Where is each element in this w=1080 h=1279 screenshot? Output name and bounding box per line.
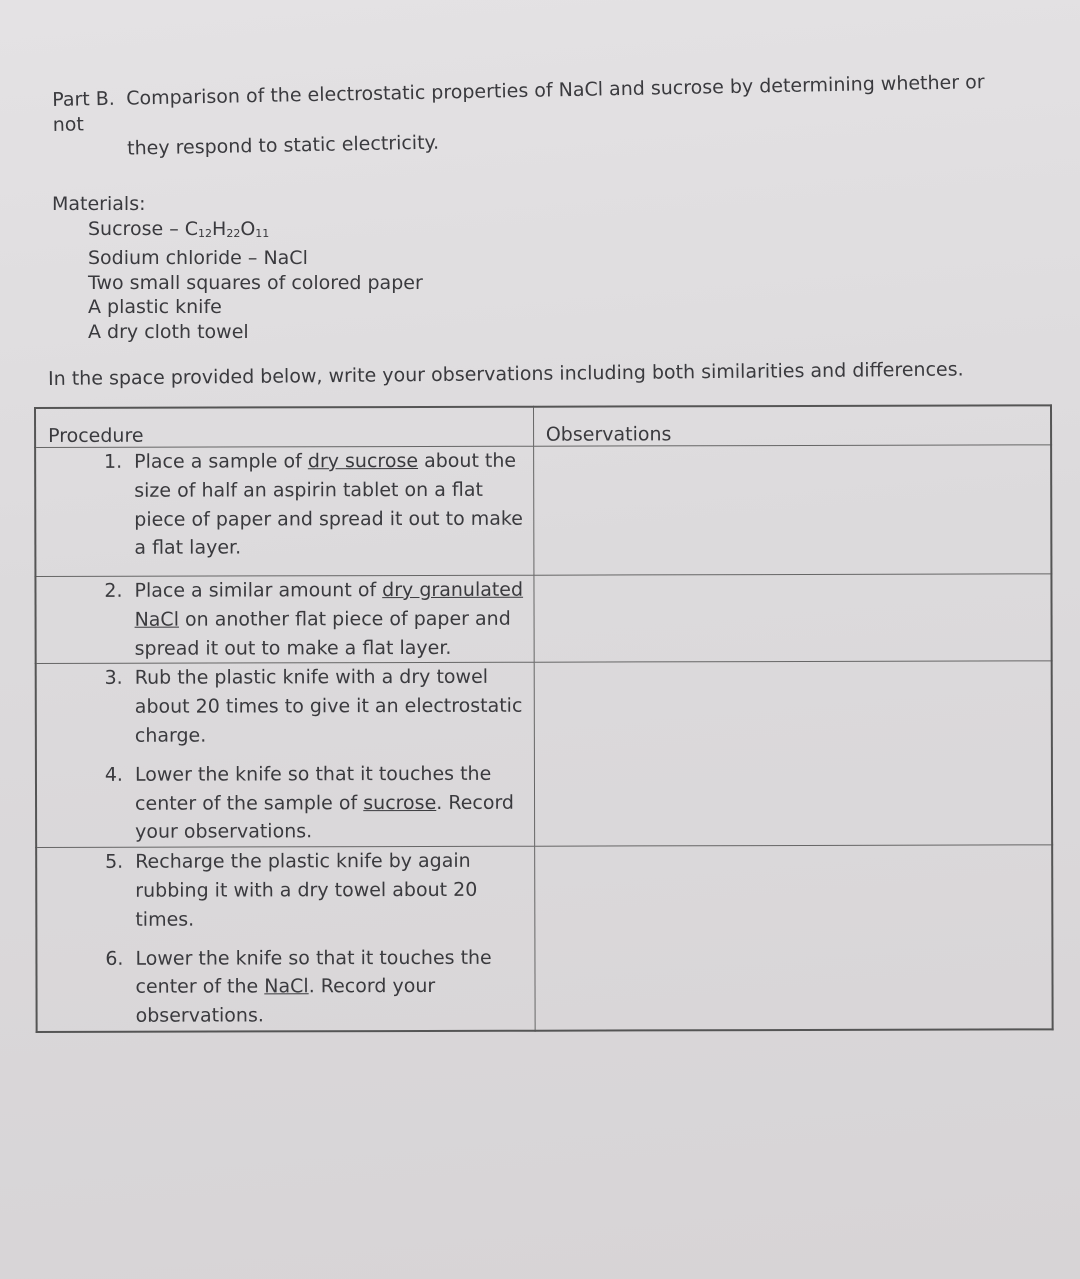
material-item: A plastic knife — [88, 296, 222, 318]
material-item: Sucrose – $C_{12}H_{22}O_{11}$ — [88, 217, 270, 240]
procedure-cell — [35, 446, 534, 576]
observation-cell-2[interactable] — [534, 574, 1052, 663]
material-item: Two small squares of colored paper — [88, 271, 423, 294]
observation-cell-4[interactable] — [534, 845, 1052, 1031]
procedure-observations-table — [34, 404, 1054, 1033]
part-b-title — [52, 70, 1013, 163]
part-title-line2: they respond to static electricity. — [126, 131, 440, 160]
procedure-table-wrapper — [34, 404, 1056, 1027]
table-row — [35, 574, 1051, 664]
step-5: 5. Recharge the plastic knife by again rubbing it with a dry towel about 20 times. — [105, 850, 478, 931]
material-item: A dry cloth towel — [88, 320, 249, 343]
instruction-text: In the space provided below, write your observations including both similarities and differences. — [48, 358, 964, 390]
step-3: 3. Rub the plastic knife with a dry towel about 20 times to give it an electrostatic charge. — [104, 666, 523, 747]
procedure-cell — [35, 575, 533, 664]
observation-cell-3[interactable] — [534, 661, 1052, 846]
material-item: Sodium chloride – NaCl — [88, 247, 308, 269]
part-title-line1: Comparison of the electrostatic properties of NaCl and sucrose by determining whether or not — [52, 71, 985, 136]
step-6: 6. Lower the knife so that it touches the center of the NaCl. Record your observations. — [105, 946, 492, 1027]
table-row — [36, 661, 1052, 847]
table-row — [35, 445, 1051, 577]
nacl-formula: NaCl — [263, 247, 308, 269]
procedure-cell — [36, 663, 535, 848]
step-4: 4. Lower the knife so that it touches the center of the sample of sucrose. Record your observations. — [104, 762, 515, 844]
observation-cell-1[interactable] — [533, 445, 1051, 575]
part-label: Part B. — [52, 87, 116, 111]
procedure-header: Procedure — [35, 407, 533, 448]
materials-list — [52, 217, 423, 345]
table-header-row — [35, 405, 1051, 447]
materials-section — [52, 192, 423, 344]
materials-heading: Materials: — [52, 193, 146, 215]
table-row — [36, 845, 1052, 1032]
sucrose-formula: $C_{12}H_{22}O_{11}$ — [184, 217, 270, 240]
observations-header: Observations — [533, 405, 1051, 446]
step-1: 1. Place a sample of dry sucrose about the size of half an aspirin tablet on a flat piece of paper and spread it out to make a flat layer. — [103, 449, 523, 560]
step-2: 2. Place a similar amount of dry granulated NaCl on another flat piece of paper and spread it out to make a flat layer. — [104, 578, 524, 660]
procedure-cell — [36, 846, 535, 1032]
